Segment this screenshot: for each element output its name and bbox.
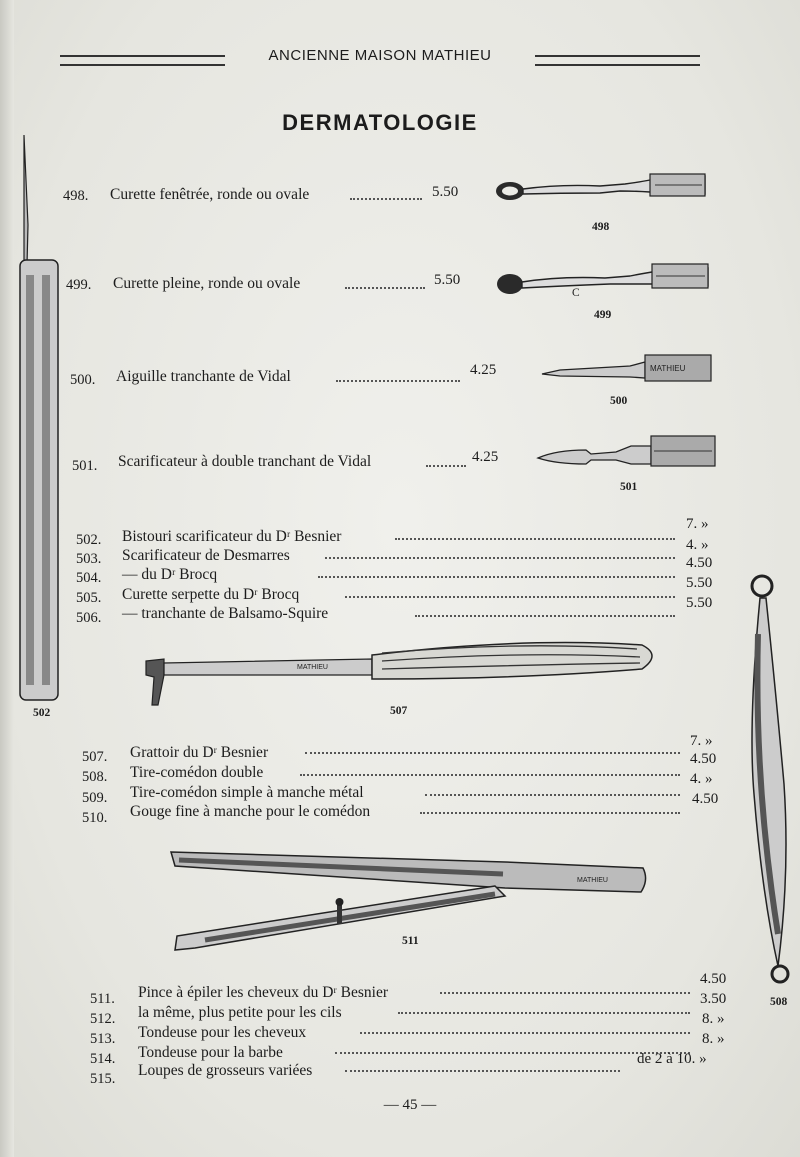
item-number: 511. — [90, 991, 115, 1007]
figure-label-507: 507 — [390, 705, 408, 717]
leader-dots — [426, 461, 466, 467]
item-price: 4.50 — [686, 555, 713, 571]
item-price-498: 5.50 — [432, 184, 459, 200]
item-number-499: 499. — [66, 277, 92, 293]
item-label: Grattoir du Dʳ Besnier — [130, 744, 269, 761]
item-number: 506. — [76, 610, 102, 626]
leader-dots — [318, 572, 675, 578]
page-number: — 45 — — [383, 1097, 437, 1113]
item-label: Bistouri scarificateur du Dʳ Besnier — [122, 528, 342, 545]
item-label-498: Curette fenêtrée, ronde ou ovale — [110, 186, 310, 203]
aiguille-vidal-illustration — [540, 350, 712, 384]
scarificateur-vidal-illustration — [536, 432, 716, 468]
figure-label-501: 501 — [620, 481, 638, 493]
header-rule-right — [535, 55, 700, 66]
item-label: — tranchante de Balsamo-Squire — [122, 605, 329, 622]
item-number: 509. — [82, 790, 108, 806]
page-edge-shadow — [0, 0, 14, 1157]
item-number: 508. — [82, 769, 108, 785]
leader-dots — [345, 1066, 620, 1072]
page-header — [60, 47, 700, 73]
item-label: Tire-comédon double — [130, 764, 264, 781]
item-number: 515. — [90, 1071, 116, 1087]
item-label: Pince à épiler les cheveux du Dʳ Besnier — [138, 984, 388, 1001]
item-label: Tire-comédon simple à manche métal — [130, 784, 364, 801]
item-price: de 2 à 10. » — [637, 1051, 707, 1067]
leader-dots — [398, 1008, 690, 1014]
grattoir-besnier-illustration — [142, 635, 662, 710]
item-price: 4.50 — [700, 971, 727, 987]
item-price-501: 4.25 — [472, 449, 499, 465]
item-number: 512. — [90, 1011, 116, 1027]
leader-dots — [425, 790, 680, 796]
item-label: Scarificateur de Desmarres — [122, 547, 290, 564]
item-price: 5.50 — [686, 575, 713, 591]
leader-dots — [350, 194, 422, 200]
leader-dots — [300, 770, 680, 776]
item-price: 3.50 — [700, 991, 727, 1007]
leader-dots — [345, 592, 675, 598]
item-price: 4.50 — [690, 751, 717, 767]
item-price: 8. » — [702, 1011, 725, 1027]
leader-dots — [415, 611, 675, 617]
figure-label-502: 502 — [33, 707, 51, 719]
engraving-mathieu: MATHIEU — [577, 877, 608, 884]
item-number: 514. — [90, 1051, 116, 1067]
leader-dots — [360, 1028, 690, 1034]
figure-label-499: 499 — [594, 309, 612, 321]
item-price: 8. » — [702, 1031, 725, 1047]
leader-dots — [325, 553, 675, 559]
item-price: 4. » — [686, 537, 709, 553]
engraving-mathieu: MATHIEU — [297, 664, 328, 671]
leader-dots — [345, 283, 425, 289]
item-number: 505. — [76, 590, 102, 606]
item-price: 7. » — [686, 516, 709, 532]
item-label-500: Aiguille tranchante de Vidal — [116, 368, 291, 385]
item-number-498: 498. — [63, 188, 89, 204]
item-label-499: Curette pleine, ronde ou ovale — [113, 275, 301, 292]
item-price: 4.50 — [692, 791, 719, 807]
figure-letter-c: C — [572, 287, 580, 299]
figure-label-508: 508 — [770, 996, 788, 1008]
item-number-501: 501. — [72, 458, 98, 474]
figure-label-500: 500 — [610, 395, 628, 407]
item-number: 513. — [90, 1031, 116, 1047]
item-label: Tondeuse pour les cheveux — [138, 1024, 307, 1041]
leader-dots — [440, 988, 690, 994]
curette-pleine-illustration — [490, 250, 712, 300]
leader-dots — [420, 808, 680, 814]
item-price: 5.50 — [686, 595, 713, 611]
item-number: 507. — [82, 749, 108, 765]
leader-dots — [395, 534, 675, 540]
item-price-500: 4.25 — [470, 362, 497, 378]
item-price: 4. » — [690, 771, 713, 787]
curette-fenetree-illustration — [490, 160, 710, 210]
item-label-501: Scarificateur à double tranchant de Vidal — [118, 453, 372, 470]
section-title: DERMATOLOGIE — [282, 110, 478, 135]
item-price: 7. » — [690, 733, 713, 749]
item-label: — du Dʳ Brocq — [122, 566, 218, 583]
tire-comedon-double-illustration — [740, 574, 796, 994]
item-label: la même, plus petite pour les cils — [138, 1004, 342, 1021]
item-number: 504. — [76, 570, 102, 586]
bistouri-besnier-illustration — [14, 135, 64, 705]
item-label: Curette serpette du Dʳ Brocq — [122, 586, 300, 603]
item-number-500: 500. — [70, 372, 96, 388]
figure-label-511: 511 — [402, 935, 419, 947]
item-label: Loupes de grosseurs variées — [138, 1062, 313, 1079]
item-price-499: 5.50 — [434, 272, 461, 288]
item-number: 503. — [76, 551, 102, 567]
figure-label-498: 498 — [592, 221, 610, 233]
item-label: Gouge fine à manche pour le comédon — [130, 803, 371, 820]
item-label: Tondeuse pour la barbe — [138, 1044, 283, 1061]
header-text: ANCIENNE MAISON MATHIEU — [268, 47, 492, 64]
item-number: 502. — [76, 532, 102, 548]
engraving-mathieu: MATHIEU — [650, 364, 686, 373]
item-number: 510. — [82, 810, 108, 826]
leader-dots — [305, 748, 680, 754]
leader-dots — [336, 376, 460, 382]
